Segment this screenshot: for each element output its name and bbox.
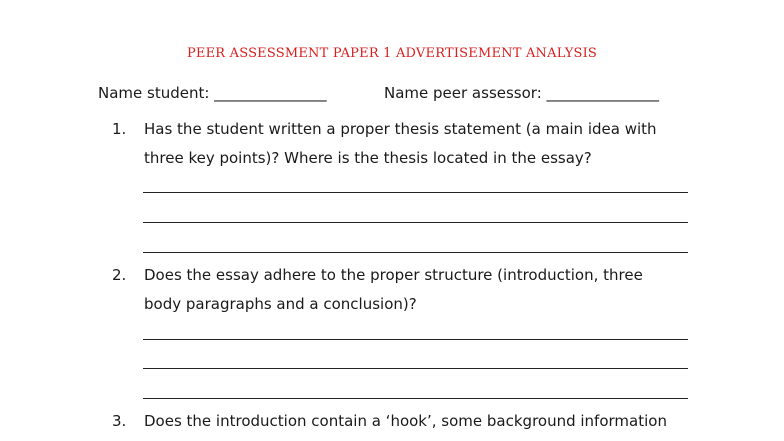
answer-line[interactable] [143,368,688,369]
question-number: 2. [112,266,127,284]
answer-line[interactable] [143,339,688,340]
name-assessor-label: Name peer assessor: _______________ [384,84,660,102]
name-row [98,84,698,102]
question-text-line-2: three key points)? Where is the thesis located in the essay? [144,149,592,167]
page-title: PEER ASSESSMENT PAPER 1 ADVERTISEMENT ANALYSIS [186,46,598,61]
name-student-label: Name student: _______________ [98,84,327,102]
question-text-line-1: Does the essay adhere to the proper structure (introduction, three [144,266,643,284]
question-number: 1. [112,120,127,138]
answer-line[interactable] [143,398,688,399]
answer-line[interactable] [143,192,688,193]
answer-line[interactable] [143,222,688,223]
question-text-line-1: Has the student written a proper thesis statement (a main idea with [144,120,657,138]
question-text-line-1: Does the introduction contain a ‘hook’, some background information [144,412,667,430]
answer-line[interactable] [143,252,688,253]
question-number: 3. [112,412,127,430]
question-text-line-2: body paragraphs and a conclusion)? [144,295,417,313]
